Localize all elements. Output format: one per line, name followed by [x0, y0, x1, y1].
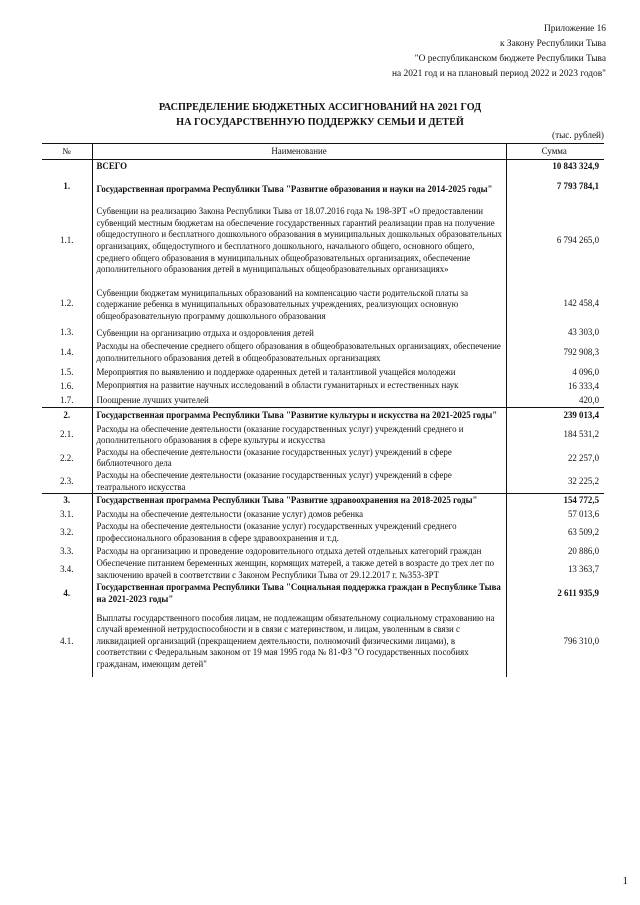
total-label: ВСЕГО — [96, 161, 128, 171]
appendix-header — [276, 22, 606, 82]
cell-name: Субвенции бюджетам муниципальных образований на компенсацию части родительской платы за содержание ребенка в муниципальных образовательных учреждениях, реализующих основную общеобразовательную программу дошкольного образования — [96, 287, 469, 321]
cell-name: Расходы на обеспечение деятельности (оказание государственных услуг) учреждений в сфере театрального искусства — [96, 470, 452, 492]
header-num: № — [42, 144, 92, 160]
cell-num: 2. — [42, 408, 92, 424]
total-sum: 10 843 324,9 — [506, 160, 604, 174]
cell-sum: 4 096,0 — [506, 366, 604, 380]
cell-sum: 43 303,0 — [506, 326, 604, 340]
table-row — [42, 545, 604, 559]
table-row — [42, 174, 604, 201]
cell-sum: 32 225,2 — [506, 470, 604, 494]
table-row — [42, 408, 604, 424]
cell-num: 4.1. — [42, 607, 92, 677]
cell-sum: 16 333,4 — [506, 380, 604, 394]
cell-name: Расходы на обеспечение среднего общего образования в общеобразовательных организациях, обеспечение дополнительного образования детей в общеобразовательных организациях — [96, 341, 501, 363]
cell-sum: 184 531,2 — [506, 424, 604, 447]
cell-num: 1.7. — [42, 394, 92, 408]
header-name: Наименование — [92, 144, 506, 160]
cell-name: Мероприятия по выявлению и поддержке одаренных детей и талантливой учащейся молодежи — [96, 366, 456, 377]
cell-name: Расходы на обеспечение деятельности (оказание государственных услуг) учреждений среднего и дополнительного образования в сфере культуры и искусства — [96, 423, 464, 446]
appendix-line: Приложение 16 — [543, 24, 606, 34]
table-row — [42, 424, 604, 447]
cell-num: 2.1. — [42, 424, 92, 447]
cell-sum: 792 908,3 — [506, 339, 604, 366]
unit-label: (тыс. рублей) — [552, 130, 604, 140]
table-row — [42, 339, 604, 366]
cell-num: 2.3. — [42, 470, 92, 494]
cell-name: Субвенции на организацию отдыха и оздоровления детей — [96, 327, 314, 338]
table-row — [42, 282, 604, 326]
cell-name: Обеспечение питанием беременных женщин, кормящих матерей, а также детей в возрасте до трех лет по заключению врачей в соответствии с Законом Республики Тыва от 29.12.2017 г. №353-ЗРТ — [96, 558, 495, 580]
title-line: НА ГОСУДАРСТВЕННУЮ ПОДДЕРЖКУ СЕМЬИ И ДЕТЕЙ — [176, 117, 464, 128]
cell-sum: 57 013,6 — [506, 508, 604, 522]
cell-sum: 239 013,4 — [506, 408, 604, 424]
budget-table — [42, 143, 604, 677]
cell-sum: 20 886,0 — [506, 545, 604, 559]
cell-name: Государственная программа Республики Тыва "Развитие здравоохранения на 2018-2025 годы" — [92, 494, 506, 508]
table-row — [42, 558, 604, 581]
page-number: 1 — [622, 875, 628, 887]
cell-sum: 6 794 265,0 — [506, 200, 604, 282]
cell-num: 1.4. — [42, 339, 92, 366]
cell-name: Расходы на обеспечение деятельности (оказание услуг) государственных учреждений среднего профессионального образования в сфере здравоохранения и т.д. — [96, 521, 457, 544]
table-row — [42, 326, 604, 340]
cell-name: Расходы на обеспечение деятельности (оказание государственных услуг) учреждений в сфере библиотечного дела — [96, 446, 452, 469]
cell-num: 2.2. — [42, 447, 92, 470]
cell-sum: 22 257,0 — [506, 447, 604, 470]
header-sum: Сумма — [506, 144, 604, 160]
cell-num: 1.6. — [42, 380, 92, 394]
table-header-row — [42, 144, 604, 160]
cell-num: 3. — [42, 494, 92, 508]
table-row — [42, 470, 604, 494]
cell-sum: 2 611 935,9 — [506, 581, 604, 606]
cell-num: 3.2. — [42, 521, 92, 544]
cell-sum: 796 310,0 — [506, 607, 604, 677]
table-row — [42, 366, 604, 380]
table-row — [42, 447, 604, 470]
cell-sum: 420,0 — [506, 394, 604, 408]
table-row — [42, 494, 604, 508]
cell-name: Мероприятия на развитие научных исследований в области гуманитарных и естественных наук — [96, 380, 459, 391]
table-row — [42, 380, 604, 394]
table-row — [42, 607, 604, 677]
cell-num: 1.2. — [42, 282, 92, 326]
cell-name: Государственная программа Республики Тыва "Развитие культуры и искусства на 2021-2025 годы" — [92, 408, 506, 424]
cell-num: 3.3. — [42, 545, 92, 559]
cell-name: Расходы на обеспечение деятельности (оказание услуг) домов ребенка — [96, 508, 364, 519]
cell-name: Государственная программа Республики Тыва "Социальная поддержка граждан в Республике Тыва на 2021-2023 годы" — [96, 582, 501, 604]
document-title — [0, 100, 640, 130]
cell-num: 3.1. — [42, 508, 92, 522]
appendix-line: на 2021 год и на плановый период 2022 и 2023 годов" — [392, 69, 606, 79]
cell-sum: 154 772,5 — [506, 494, 604, 508]
appendix-line: "О республиканском бюджете Республики Тыва — [414, 54, 606, 64]
cell-num: 4. — [42, 581, 92, 606]
table-row — [42, 394, 604, 408]
title-line: РАСПРЕДЕЛЕНИЕ БЮДЖЕТНЫХ АССИГНОВАНИЙ НА 2021 ГОД — [158, 102, 482, 113]
cell-num: 1.5. — [42, 366, 92, 380]
cell-sum: 7 793 784,1 — [506, 174, 604, 201]
cell-num: 1.1. — [42, 200, 92, 282]
table-row — [42, 200, 604, 282]
total-row — [42, 160, 604, 174]
cell-name: Поощрение лучших учителей — [96, 394, 209, 405]
cell-name: Государственная программа Республики Тыва "Развитие образования и науки на 2014-2025 годы" — [96, 183, 493, 194]
cell-sum: 142 458,4 — [506, 282, 604, 326]
table-row — [42, 581, 604, 606]
cell-num: 1. — [42, 174, 92, 201]
cell-name: Выплаты государственного пособия лицам, не подлежащим обязательному социальному страхованию на случай временной нетрудоспособности и в связи с материнством, и лицам, уволенным в связи с ликвидацией организаций (прекращением деятельности, полномочий физическими лицами), в соответствии с Федеральным законом от 19 мая 1995 года № 81-ФЗ "О государственных пособиях гражданам, имеющим детей" — [96, 612, 495, 669]
cell-num: 3.4. — [42, 558, 92, 581]
cell-sum: 13 363,7 — [506, 558, 604, 581]
cell-sum: 63 509,2 — [506, 521, 604, 544]
table-row — [42, 508, 604, 522]
appendix-line: к Закону Республики Тыва — [500, 39, 606, 49]
cell-name: Субвенции на реализацию Закона Республики Тыва от 18.07.2016 года № 198-ЗРТ «О предоставлении субвенций местным бюджетам на обеспечение государственных гарантий реализации прав на получение общедоступного и бесплатного дошкольного образования в муниципальных дошкольных образовательных организациях, общедоступного и бесплатного дошкольного, начального общего, основного общего, среднего общего образования в муниципальных общеобразовательных организациях, обеспечение дополнительного образования детей в муниципальных общеобразовательных организациях» — [96, 206, 502, 275]
cell-name: Расходы на организацию и проведение оздоровительного отдыха детей отдельных категорий граждан — [96, 545, 482, 556]
cell-num: 1.3. — [42, 326, 92, 340]
table-row — [42, 521, 604, 544]
